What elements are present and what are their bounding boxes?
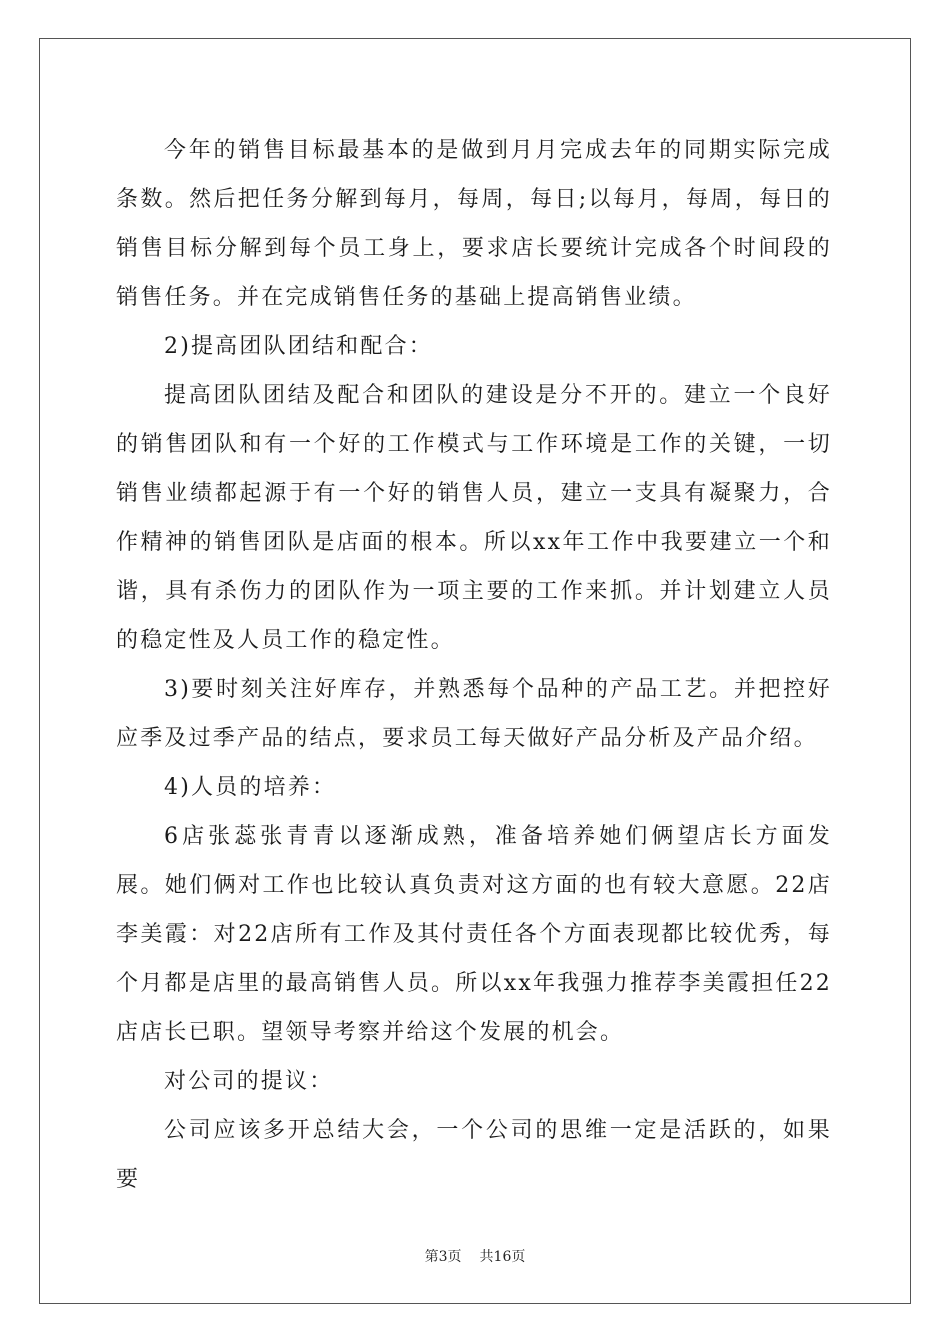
paragraph-heading-training: 4)人员的培养： [164, 775, 337, 800]
paragraph-inventory: 3)要时刻关注好库存，并熟悉每个品种的产品工艺。并把控好应季及过季产品的结点，要求员工每天做好产品分析及产品介绍。 [116, 677, 832, 751]
paragraph-staff-training: 6店张蕊张青青以逐渐成熟，准备培养她们俩望店长方面发展。她们俩对工作也比较认真负责对这方面的也有较大意愿。22店李美霞：对22店所有工作及其付责任各个方面表现都比较优秀，每个月都是店里的最高销售人员。所以xx年我强力推荐李美霞担任22店店长已职。望领导考察并给这个发展的机会。 [116, 824, 832, 1045]
total-pages: 共16页 [479, 1249, 526, 1265]
paragraph-heading-suggestions: 对公司的提议： [164, 1069, 334, 1094]
paragraph-sales-target: 今年的销售目标最基本的是做到月月完成去年的同期实际完成条数。然后把任务分解到每月，每周，每日;以每月，每周，每日的销售目标分解到每个员工身上，要求店长要统计完成各个时间段的销售任务。并在完成销售任务的基础上提高销售业绩。 [116, 138, 832, 310]
paragraph-team-building: 提高团队团结及配合和团队的建设是分不开的。建立一个良好的销售团队和有一个好的工作模式与工作环境是工作的关键，一切销售业绩都起源于有一个好的销售人员，建立一支具有凝聚力，合作精神的销售团队是店面的根本。所以xx年工作中我要建立一个和谐，具有杀伤力的团队作为一项主要的工作来抓。并计划建立人员的稳定性及人员工作的稳定性。 [116, 383, 832, 653]
page-footer [0, 1247, 950, 1267]
page-number: 第3页 [424, 1249, 462, 1265]
paragraph-company-suggestion: 公司应该多开总结大会，一个公司的思维一定是活跃的，如果要 [116, 1118, 832, 1192]
document-body [116, 126, 832, 1204]
paragraph-heading-team: 2)提高团队团结和配合： [164, 334, 433, 359]
